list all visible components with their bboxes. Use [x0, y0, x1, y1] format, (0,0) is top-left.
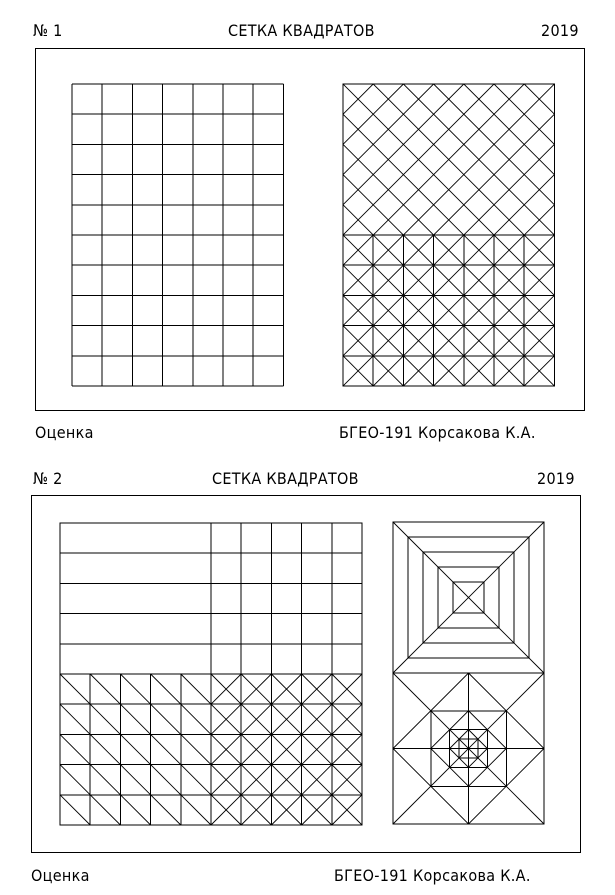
grid-line — [60, 704, 90, 734]
grid-line — [60, 795, 90, 825]
grid-line — [120, 765, 150, 795]
grid-line — [60, 674, 90, 704]
grid-line — [181, 795, 211, 825]
grid-line — [90, 765, 120, 795]
grid-line — [90, 795, 120, 825]
grid-line — [120, 734, 150, 764]
grid-line — [181, 704, 211, 734]
author-label: БГЕО-191 Корсакова К.А. — [334, 866, 531, 885]
grid-line — [151, 765, 181, 795]
sheet-number: № 1 — [33, 21, 63, 40]
grid-line — [151, 704, 181, 734]
grade-label: Оценка — [35, 423, 94, 442]
sheet-year: 2019 — [541, 21, 579, 40]
grid-line — [181, 765, 211, 795]
grid-line — [90, 734, 120, 764]
author-label: БГЕО-191 Корсакова К.А. — [339, 423, 536, 442]
grid-line — [120, 795, 150, 825]
grid-line — [60, 734, 90, 764]
grid-line — [151, 734, 181, 764]
grid-line — [120, 704, 150, 734]
sheet-title: СЕТКА КВАДРАТОВ — [212, 469, 359, 488]
grid-line — [181, 674, 211, 704]
grade-label: Оценка — [31, 866, 90, 885]
sheet-year: 2019 — [537, 469, 575, 488]
grid-line — [90, 704, 120, 734]
sheet-title: СЕТКА КВАДРАТОВ — [228, 21, 375, 40]
grid-line — [60, 765, 90, 795]
sheet-number: № 2 — [33, 469, 63, 488]
grid-line — [181, 734, 211, 764]
mixed-grid-left — [60, 523, 362, 825]
nested-squares-right — [393, 522, 544, 824]
grid-line — [90, 674, 120, 704]
grid-line — [151, 795, 181, 825]
grid-line — [120, 674, 150, 704]
grid-line — [151, 674, 181, 704]
